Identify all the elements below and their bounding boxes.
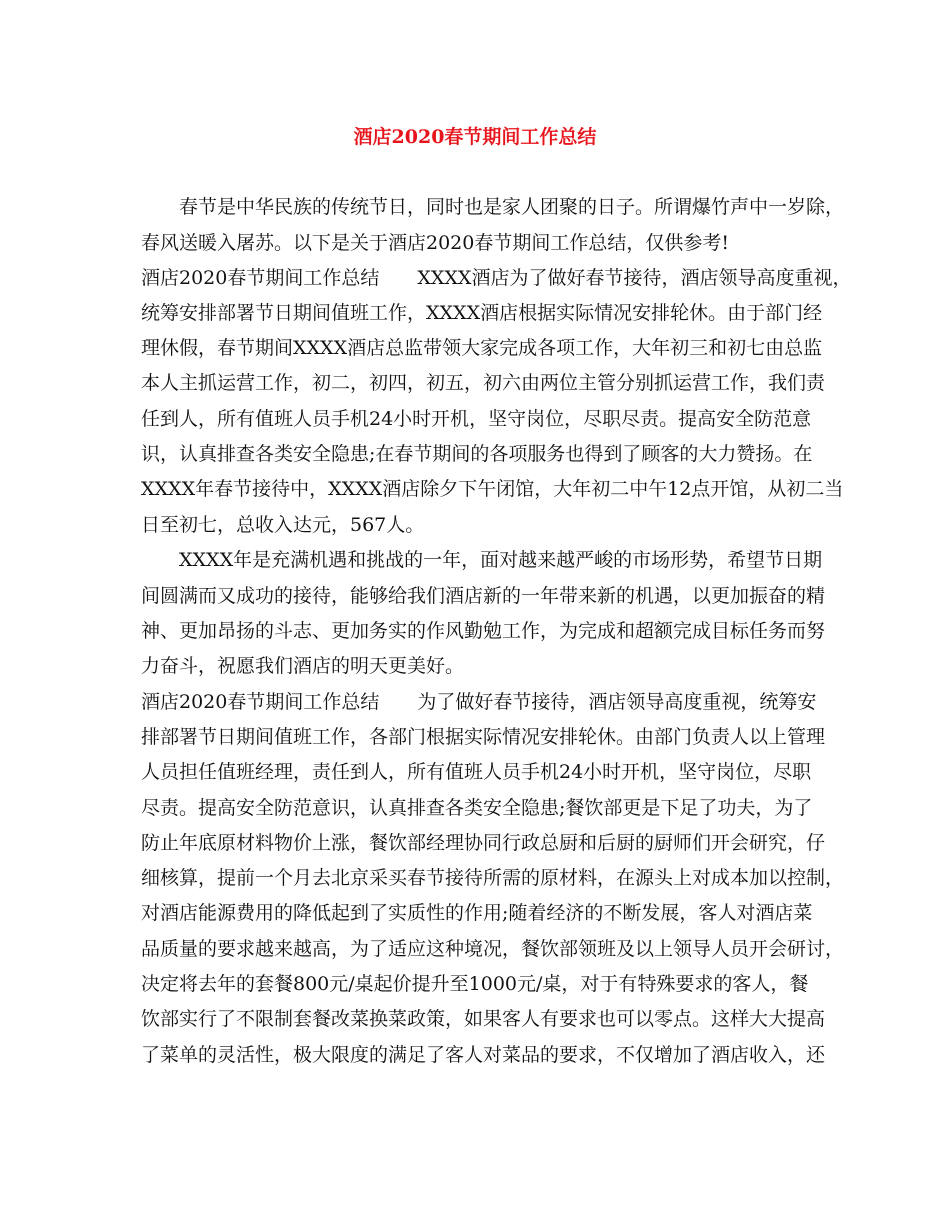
paragraph-line: 春风送暖入屠苏。以下是关于酒店2020春节期间工作总结，仅供参考!: [141, 232, 729, 254]
paragraph-line: 力奋斗，祝愿我们酒店的明天更美好。: [141, 655, 465, 677]
paragraph-line: 排部署节日期间值班工作，各部门根据实际情况安排轮休。由部门负责人以上管理: [141, 726, 826, 748]
paragraph-line: 统筹安排部署节日期间值班工作，XXXX酒店根据实际情况安排轮休。由于部门经: [141, 302, 823, 324]
paragraph-line: 决定将去年的套餐800元/桌起价提升至1000元/桌，对于有特殊要求的客人，餐: [141, 973, 809, 995]
paragraph-line: 间圆满而又成功的接待，能够给我们酒店新的一年带来新的机遇，以更加振奋的精: [141, 585, 826, 607]
paragraph-line: 细核算，提前一个月去北京采买春节接待所需的原材料，在源头上对成本加以控制，: [141, 867, 845, 889]
paragraph-line: 酒店2020春节期间工作总结 为了做好春节接待，酒店领导高度重视，统筹安: [141, 691, 817, 713]
paragraph-line: 人员担任值班经理，责任到人，所有值班人员手机24小时开机，坚守岗位，尽职: [141, 761, 812, 783]
paragraph-line: 理休假，春节期间XXXX酒店总监带领大家完成各项工作，大年初三和初七由总监: [141, 337, 823, 359]
paragraph-line: 神、更加昂扬的斗志、更加务实的作风勤勉工作，为完成和超额完成目标任务而努: [141, 620, 826, 642]
paragraph-line: 尽责。提高安全防范意识，认真排查各类安全隐患;餐饮部更是下足了功夫，为了: [141, 797, 813, 819]
paragraph-line: 本人主抓运营工作，初二，初四，初五，初六由两位主管分别抓运营工作，我们责: [141, 372, 826, 394]
paragraph-line: 识，认真排查各类安全隐患;在春节期间的各项服务也得到了顾客的大力赞扬。在: [141, 443, 813, 465]
paragraph-line: 了菜单的灵活性，极大限度的满足了客人对菜品的要求，不仅增加了酒店收入，还: [141, 1044, 826, 1066]
paragraph-line: 防止年底原材料物价上涨，餐饮部经理协同行政总厨和后厨的厨师们开会研究，仔: [141, 832, 826, 854]
paragraph-line: 春节是中华民族的传统节日，同时也是家人团聚的日子。所谓爆竹声中一岁除，: [179, 196, 845, 218]
paragraph-line: 饮部实行了不限制套餐改菜换菜政策，如果客人有要求也可以零点。这样大大提高: [141, 1008, 826, 1030]
paragraph-line: 对酒店能源费用的降低起到了实质性的作用;随着经济的不断发展，客人对酒店菜: [141, 902, 813, 924]
paragraph-line: 品质量的要求越来越高，为了适应这种境况，餐饮部领班及以上领导人员开会研讨，: [141, 938, 845, 960]
document-title: 酒店2020春节期间工作总结: [353, 126, 597, 148]
paragraph-line: XXXX年是充满机遇和挑战的一年，面对越来越严峻的市场形势，希望节日期: [179, 549, 823, 571]
paragraph-line: 酒店2020春节期间工作总结 XXXX酒店为了做好春节接待，酒店领导高度重视，: [141, 267, 852, 289]
paragraph-line: XXXX年春节接待中，XXXX酒店除夕下午闭馆，大年初二中午12点开馆，从初二当: [141, 478, 844, 500]
paragraph-line: 任到人，所有值班人员手机24小时开机，坚守岗位，尽职尽责。提高安全防范意: [141, 408, 812, 430]
paragraph-line: 日至初七，总收入达元，567人。: [141, 514, 425, 536]
